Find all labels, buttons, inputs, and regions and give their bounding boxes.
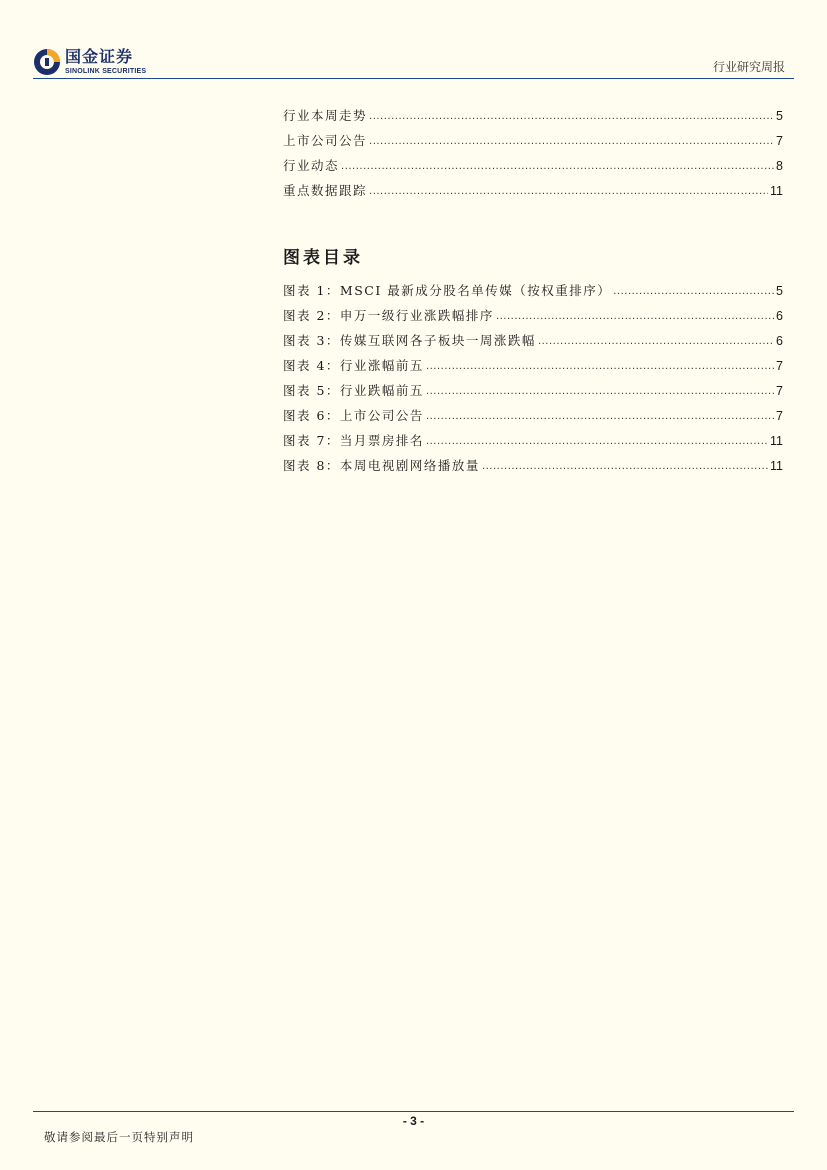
figure-entry-label: 图表 5：行业跌幅前五 bbox=[283, 382, 424, 398]
figure-entry-label: 图表 6：上市公司公告 bbox=[283, 407, 424, 423]
logo-chinese-name: 国金证券 bbox=[65, 47, 134, 66]
figure-entry-label: 图表 7：当月票房排名 bbox=[283, 432, 424, 448]
figure-entry-label: 图表 2：申万一级行业涨跌幅排序 bbox=[283, 307, 494, 323]
toc-entry-label: 重点数据跟踪 bbox=[283, 182, 368, 198]
dot-leader bbox=[482, 462, 768, 472]
toc-entry-page: 7 bbox=[776, 133, 783, 148]
footer-divider bbox=[33, 1111, 794, 1112]
dot-leader bbox=[538, 337, 774, 347]
dot-leader bbox=[426, 437, 768, 447]
dot-leader bbox=[426, 412, 774, 422]
figure-entry-page: 11 bbox=[770, 458, 783, 473]
figure-entry[interactable] bbox=[283, 447, 783, 472]
footer-disclaimer: 敬请参阅最后一页特别声明 bbox=[44, 1130, 194, 1144]
toc-entry[interactable] bbox=[283, 147, 783, 172]
toc-entry-label: 行业本周走势 bbox=[283, 107, 368, 123]
header-divider bbox=[33, 78, 794, 79]
figure-entry-page: 7 bbox=[776, 383, 783, 398]
figure-entry-label: 图表 8：本周电视剧网络播放量 bbox=[283, 457, 480, 473]
logo-english-name: SINOLINK SECURITIES bbox=[65, 68, 147, 75]
toc-entry-label: 行业动态 bbox=[283, 157, 340, 173]
dot-leader bbox=[426, 362, 774, 372]
dot-leader bbox=[369, 137, 774, 147]
toc-entry-page: 8 bbox=[776, 158, 783, 173]
figure-entry-page: 6 bbox=[776, 308, 783, 323]
toc-entry-label: 上市公司公告 bbox=[283, 132, 368, 148]
figures-list bbox=[283, 272, 783, 472]
dot-leader bbox=[369, 112, 774, 122]
figure-entry[interactable] bbox=[283, 372, 783, 397]
toc-entry-page: 11 bbox=[770, 183, 783, 198]
dot-leader bbox=[369, 187, 768, 197]
toc-entry[interactable] bbox=[283, 97, 783, 122]
figure-entry[interactable] bbox=[283, 322, 783, 347]
report-type-label: 行业研究周报 bbox=[712, 60, 785, 74]
figure-entry-page: 6 bbox=[776, 333, 783, 348]
figure-entry[interactable] bbox=[283, 422, 783, 447]
figure-entry-page: 7 bbox=[776, 408, 783, 423]
figure-entry-label: 图表 3：传媒互联网各子板块一周涨跌幅 bbox=[283, 332, 536, 348]
dot-leader bbox=[341, 162, 774, 172]
figure-entry[interactable] bbox=[283, 297, 783, 322]
figure-entry-label: 图表 4：行业涨幅前五 bbox=[283, 357, 424, 373]
figure-entry-page: 5 bbox=[776, 283, 783, 298]
dot-leader bbox=[496, 312, 774, 322]
toc-entry-page: 5 bbox=[776, 108, 783, 123]
dot-leader bbox=[426, 387, 774, 397]
figure-entry[interactable] bbox=[283, 397, 783, 422]
contents-list bbox=[283, 97, 783, 197]
figure-entry-label: 图表 1：MSCI 最新成分股名单传媒（按权重排序） bbox=[283, 282, 612, 298]
logo-icon bbox=[33, 48, 61, 76]
company-logo bbox=[33, 47, 146, 77]
figure-entry-page: 7 bbox=[776, 358, 783, 373]
toc-entry[interactable] bbox=[283, 122, 783, 147]
figure-entry[interactable] bbox=[283, 272, 783, 297]
page-number: - 3 - bbox=[402, 1114, 425, 1128]
figures-index-title: 图表目录 bbox=[283, 248, 363, 268]
figure-entry-page: 11 bbox=[770, 433, 783, 448]
dot-leader bbox=[613, 287, 774, 297]
toc-entry[interactable] bbox=[283, 172, 783, 197]
figure-entry[interactable] bbox=[283, 347, 783, 372]
